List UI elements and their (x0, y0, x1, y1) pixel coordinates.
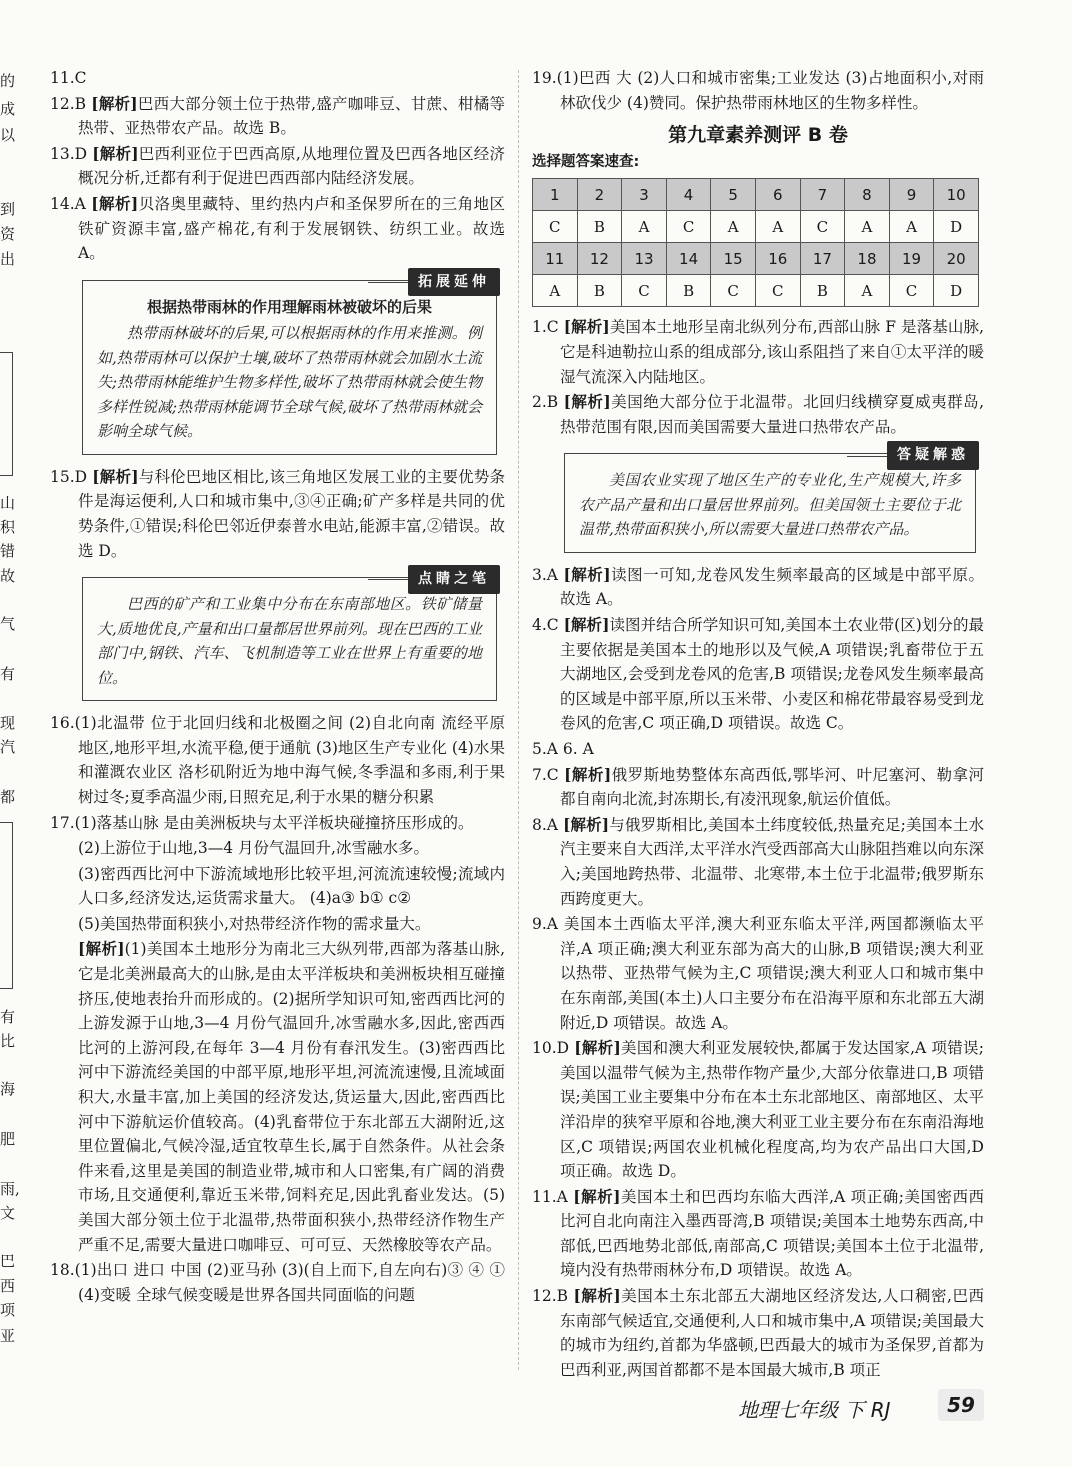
stub-char: 雨, (0, 1180, 20, 1198)
answer-cell: 5 (711, 179, 756, 211)
answer-cell: D (934, 275, 979, 307)
answer-17-part3: (3)密西西比河中下游流域地形比较平坦,河流流速较慢;流域内人口多,经济发达,运货需求量大。 (4)a③ b① c② (78, 864, 505, 908)
b-answer-11: 11.A [解析]美国本土和巴西均东临大西洋,A 项正确;美国密西西比河自北向南注入墨西哥湾,B 项错误;美国本土地势东西高,中部低,巴西地势北部低,南部高,C 项错误;美国本土位于北温带,境内没有热带雨林分布,D 项错误。故选 A。 (532, 1186, 984, 1280)
answer-table-row-2 (533, 275, 979, 307)
stub-box-1 (0, 352, 13, 476)
answer-cell: 1 (533, 179, 578, 211)
stub-char: 项 (0, 1301, 16, 1319)
stub-char: 巴 (0, 1252, 16, 1270)
stub-char: 气 (0, 615, 16, 633)
extension-text: 热带雨林破坏的后果,可以根据雨林的作用来推测。例如,热带雨林可以保护土壤,破坏了热带雨林就会加剧水土流失;热带雨林能维护生物多样性,破坏了热带雨林就会使生物多样性锐减;热带雨林能调节全球气候,破坏了热带雨林就会影响全球气候。 (97, 324, 482, 441)
stub-char: 海 (0, 1080, 16, 1098)
answer-table-header-row-2 (533, 243, 979, 275)
answer-17-analysis: [解析](1)美国本土地形分为南北三大纵列带,西部为落基山脉,它是北美洲最高大的山脉,是由太平洋板块和美洲板块相互碰撞挤压,使地表抬升而形成的。(2)据所学知识可知,密西西比河的上游发源于山地,3—4 月份气温回升,冰雪融水多,因此,密西西比河的上游河段,在每年 3—4 月份有春汛发生。(3)密西西比河中下游流经美国的中部平原,地形平坦,河流流速慢,且流域面积大,水量丰富,加上美国的经济发达,货运量大,因此,密西西比河中下游航运价值较高。(4)乳畜带位于东北部五大湖附近,这里位置偏北,气候冷湿,适宜牧草生长,属于自然条件。从社会条件来看,这里是美国的制造业带,城市和人口密集,有广阔的消费市场,且交通便利,靠近玉米带,饲料充足,因此乳畜业发达。(5)美国大部分领土位于北温带,热带面积狭小,热带经济作物生产严重不足,需要大量进口咖啡豆、可可豆、天然橡胶等农产品。 (78, 939, 506, 1254)
answer-cell: 12 (577, 243, 622, 275)
footer-subject: 地理七年级 下 RJ (738, 1398, 891, 1422)
answer-cell: 11 (533, 243, 578, 275)
answer-cell: 16 (755, 243, 800, 275)
answer-cell: B (800, 275, 845, 307)
stub-char: 比 (0, 1032, 16, 1050)
answer-cell: A (845, 211, 890, 243)
answer-cell: A (889, 211, 934, 243)
extension-box (82, 273, 497, 455)
answer-cell: 13 (622, 243, 667, 275)
answer-cell: C (755, 275, 800, 307)
stub-char: 汽 (0, 738, 16, 756)
quick-answer-label: 选择题答案速查: (532, 153, 640, 170)
b-answer-5-6: 5.A 6. A (532, 740, 594, 758)
answer-19: 19.(1)巴西 大 (2)人口和城市密集;工业发达 (3)占地面积小,对雨林砍伐少 (4)赞同。保护热带雨林地区的生物多样性。 (532, 69, 984, 112)
answer-table-row-1 (533, 211, 979, 243)
answer-cell: 14 (666, 243, 711, 275)
answer-cell: 7 (800, 179, 845, 211)
stub-char: 有 (0, 1008, 16, 1026)
answer-16: 16.(1)北温带 位于北回归线和北极圈之间 (2)自北向南 流经平原地区,地形平坦,水流平稳,便于通航 (3)地区生产专业化 (4)水果和灌溉农业区 洛杉矶附近为地中海气候,冬季温和多雨,利于果树过冬;夏季高温少雨,日照充足,利于水果的糖分积累 (50, 714, 505, 806)
b-answer-8: 8.A [解析]与俄罗斯相比,美国本土纬度较低,热量充足;美国本土水汽主要来自大西洋,太平洋水汽受西部高大山脉阻挡难以向东深入;美国地跨热带、北温带、北寒带,本土位于北温带;俄罗斯东西跨度更大。 (532, 814, 985, 908)
stub-char: 亚 (0, 1327, 16, 1345)
stub-char: 到 (0, 200, 16, 218)
answer-12: 12.B [解析]巴西大部分领土位于热带,盛产咖啡豆、甘蔗、柑橘等热带、亚热带农产品。故选 B。 (50, 93, 506, 138)
stub-char: 故 (0, 567, 16, 585)
b-answer-7: 7.C [解析]俄罗斯地势整体东高西低,鄂毕河、叶尼塞河、勒拿河都自南向北流,封冻期长,有凌汛现象,航运价值低。 (532, 764, 984, 809)
answer-cell: C (622, 275, 667, 307)
answer-cell: C (800, 211, 845, 243)
answer-cell: C (711, 275, 756, 307)
b-answer-12: 12.B [解析]美国本土东北部五大湖地区经济发达,人口稠密,巴西东南部气候适宜,交通便利,人口和城市集中,A 项错误;美国最大的城市为纽约,首都为华盛顿,巴西最大的城市为圣保罗,首都为巴西利亚,两国首都都不是本国最大城市,B 项正 (532, 1286, 985, 1379)
answer-cell: D (934, 211, 979, 243)
answer-14: 14.A [解析]贝洛奥里藏特、里约热内卢和圣保罗所在的三角地区铁矿资源丰富,盛产棉花,有利于发展钢铁、纺织工业。故选 A。 (50, 193, 505, 263)
stub-char: 的 (0, 72, 16, 90)
stub-char: 资 (0, 225, 16, 243)
left-column (50, 66, 505, 1308)
b-answer-10: 10.D [解析]美国和澳大利亚发展较快,都属于发达国家,A 项错误;美国以温带气候为主,热带作物产量少,大部分依靠进口,B 项错误;美国工业主要集中分布在本土东北部地区、南部地区、太平洋沿岸的狭窄平原和谷地,澳大利亚工业主要分布在东南沿海地区,C 项错误;两国农业机械化程度高,均为农产品出口大国,D 项正确。故选 D。 (532, 1038, 984, 1181)
answer-cell: 20 (934, 243, 979, 275)
stub-char: 都 (0, 788, 16, 806)
answer-cell: B (577, 211, 622, 243)
stub-char: 以 (0, 126, 16, 144)
answer-cell: B (666, 275, 711, 307)
stub-char: 肥 (0, 1130, 16, 1148)
page-number: 59 (938, 1389, 984, 1421)
answer-17: 17.(1)落基山脉 是由美洲板块与太平洋板块碰撞挤压形成的。 (50, 813, 474, 832)
answer-cell: C (666, 211, 711, 243)
stub-char: 成 (0, 100, 16, 118)
b-answer-1: 1.C [解析]美国本土地形呈南北纵列分布,西部山脉 F 是落基山脉,它是科迪勒拉山系的组成部分,该山系阻挡了来自①太平洋的暖湿气流深入内陆地区。 (532, 317, 984, 386)
answer-table-header-row-1 (533, 179, 979, 211)
answer-cell: A (622, 211, 667, 243)
b-answer-3: 3.A [解析]读图一可知,龙卷风发生频率最高的区域是中部平原。故选 A。 (532, 564, 984, 609)
answer-cell: A (533, 275, 578, 307)
answer-cell: A (755, 211, 800, 243)
qa-badge: 答疑解惑 (887, 441, 979, 470)
b-answer-9: 9.A 美国本土西临太平洋,澳大利亚东临太平洋,两国都濒临太平洋,A 项正确;澳大利亚东部为高大的山脉,B 项错误;澳大利亚以热带、亚热带气候为主,C 项错误;澳大利亚人口和城市集中在东南部,美国(本土)人口主要分布在沿海平原和东北部五大湖附近,D 项错误。故选 A。 (532, 915, 984, 1032)
answer-cell: 19 (889, 243, 934, 275)
answer-table (532, 178, 979, 307)
answer-13: 13.D [解析]巴西利亚位于巴西高原,从地理位置及巴西各地区经济概况分析,迁都有利于促进巴西西部内陆经济发展。 (50, 143, 505, 188)
stub-char: 错 (0, 542, 16, 560)
answer-17-part2: (2)上游位于山地,3—4 月份气温回升,冰雪融水多。 (78, 839, 429, 858)
answer-18: 18.(1)出口 进口 中国 (2)亚马孙 (3)(自上而下,自左向右)③ ④ ① (4)变暖 全球气候变暖是世界各国共同面临的问题 (50, 1261, 505, 1304)
column-separator (518, 70, 519, 1370)
answer-cell: 17 (800, 243, 845, 275)
stub-char: 西 (0, 1277, 16, 1295)
b-answer-2: 2.B [解析]美国绝大部分位于北温带。北回归线横穿夏威夷群岛,热带范围有限,因而美国需要大量进口热带农产品。 (532, 392, 984, 436)
answer-cell: 10 (934, 179, 979, 211)
stub-char: 出 (0, 250, 16, 268)
answer-cell: B (577, 275, 622, 307)
answer-cell: A (711, 211, 756, 243)
stub-char: 现 (0, 714, 16, 732)
answer-cell: 6 (755, 179, 800, 211)
extension-title: 根据热带雨林的作用理解雨林被破坏的后果 (146, 297, 432, 316)
answer-17-part5: (5)美国热带面积狭小,对热带经济作物的需求量大。 (78, 914, 431, 933)
answer-cell: C (533, 211, 578, 243)
answer-cell: 3 (622, 179, 667, 211)
answer-cell: C (889, 275, 934, 307)
answer-cell: A (845, 275, 890, 307)
b-answer-4: 4.C [解析]读图并结合所学知识可知,美国本土农业带(区)划分的最主要依据是美国本土的地形以及气候,A 项错误;乳畜带位于五大湖地区,会受到龙卷风的危害,B 项错误;龙卷风发生频率最高的区域是中部平原,所以玉米带、小麦区和棉花带最容易受到龙卷风的危害,C 项正确,D 项错误。故选 C。 (532, 615, 984, 733)
qa-box (564, 447, 976, 553)
stub-char: 文 (0, 1204, 16, 1222)
extension-badge: 拓展延伸 (408, 268, 500, 297)
answer-cell: 15 (711, 243, 756, 275)
answer-cell: 9 (889, 179, 934, 211)
qa-text: 美国农业实现了地区生产的专业化,生产规模大,许多农产品产量和出口量居世界前列。但美国领土主要位于北温带,热带面积狭小,所以需要大量进口热带农产品。 (579, 471, 961, 539)
highlight-text: 巴西的矿产和工业集中分布在东南部地区。铁矿储量大,质地优良,产量和出口量都居世界前列。现在巴西的工业部门中,钢铁、汽车、飞机制造等工业在世界上有重要的地位。 (97, 595, 482, 687)
answer-cell: 8 (845, 179, 890, 211)
stub-char: 山 (0, 494, 16, 512)
answer-15: 15.D [解析]与科伦巴地区相比,该三角地区发展工业的主要优势条件是海运便利,人口和城市集中,③④正确;矿产多样是共同的优势条件,①错误;科伦巴邻近伊泰普水电站,能源丰富,②错误。故选 D。 (50, 466, 506, 560)
answer-11: 11.C (50, 69, 87, 87)
answer-cell: 18 (845, 243, 890, 275)
highlight-badge: 点睛之笔 (408, 565, 500, 594)
stub-box-2 (0, 822, 13, 989)
answer-cell: 2 (577, 179, 622, 211)
highlight-box (82, 571, 497, 701)
stub-char: 有 (0, 665, 16, 683)
stub-char: 积 (0, 518, 16, 536)
answer-cell: 4 (666, 179, 711, 211)
right-column (532, 66, 984, 1383)
chapter-title: 第九章素养测评 B 卷 (668, 124, 848, 147)
